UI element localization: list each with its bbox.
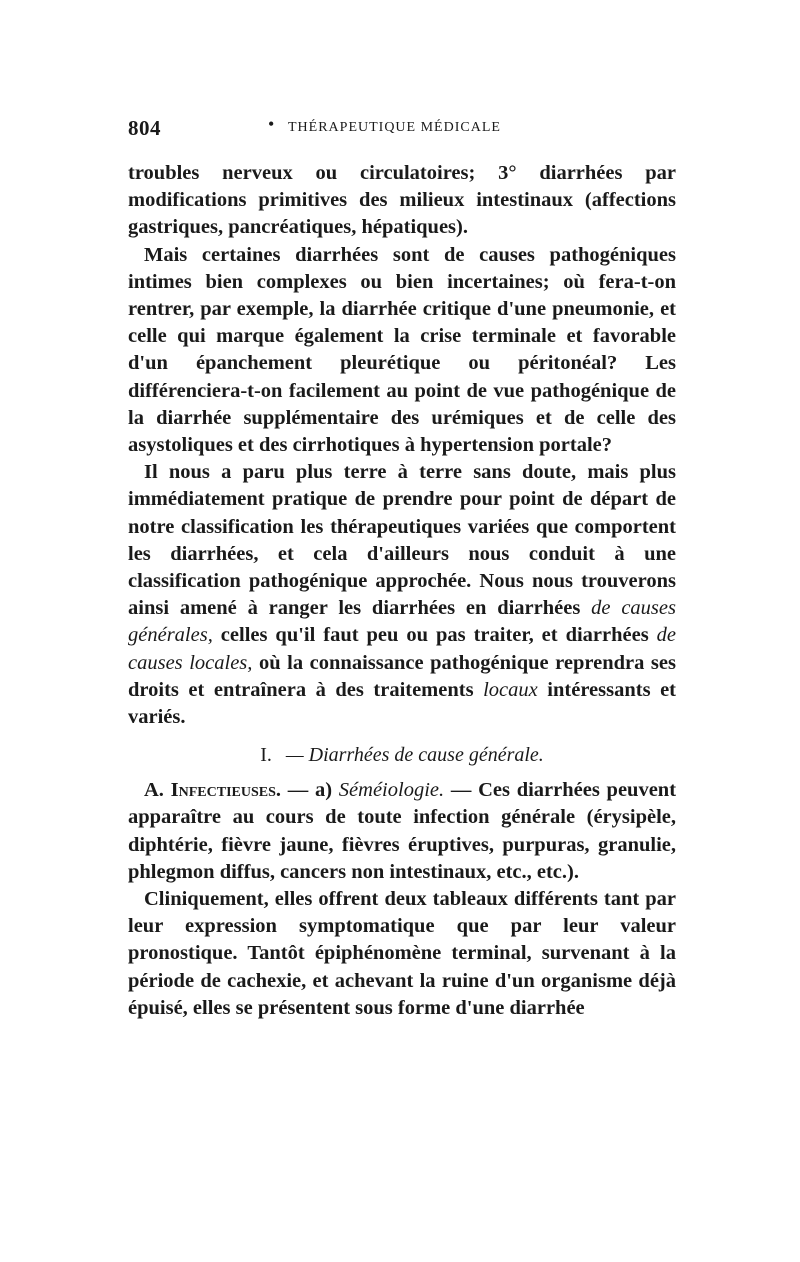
subsection-text: — Ces diarrhées peuvent apparaître au cours de toute infection générale (érysipèle, diphtérie, fièvre jaune, fièvres éruptives, purpuras, granulie, phlegmon diffus, cancers non intestinaux, etc., etc.). — [128, 779, 677, 883]
paragraph-1: troubles nerveux ou circulatoires; 3° diarrhées par modifications primitives des milieux intestinaux (affections gastriques, pancréatiques, hépatiques). — [128, 162, 676, 239]
subsection-label: A. Infectieuses. — [144, 779, 282, 802]
header-mark: • — [268, 114, 275, 134]
paragraph-5: Cliniquement, elles offrent deux tableaux différents tant par leur expression symptomatique que par leur valeur pronostique. Tantôt épiphénomène terminal, survenant à la période de cachexie, et achevant la ruine d'un organisme déjà épuisé, elles se présentent sous forme d'une diarrhée — [128, 888, 676, 1019]
section-heading — [128, 741, 676, 769]
italic-causes-generales: de causes générales, — [128, 597, 676, 647]
italic-locaux: locaux — [483, 678, 538, 701]
subsection-dash: — a) — [287, 779, 333, 802]
subsection-topic: Séméiologie. — [338, 779, 445, 802]
section-title: — Diarrhées de cause générale. — [285, 744, 544, 767]
page-number: 804 — [128, 116, 161, 140]
paragraph-3-part-c: où la connaissance pathogénique reprendra ses droits et entraînera à des traitements — [128, 651, 676, 701]
paragraph-3-part-a: Il nous a paru plus terre à terre sans doute, mais plus immédiatement pratique de prendre pour point de départ de notre classification les thérapeutiques variées que comportent les diarrhées, et cela d'ailleurs nous conduit à une classification pathogénique approchée. Nous nous trouverons ainsi amené à ranger les diarrhées en diarrhées — [128, 461, 676, 620]
paragraph-3 — [128, 459, 676, 731]
paragraph-2: Mais certaines diarrhées sont de causes pathogéniques intimes bien complexes ou bien incertaines; où fera-t-on rentrer, par exemple, la diarrhée critique d'une pneumonie, et celle qui marque également la crise terminale et favorable d'un épanchement pleurétique ou péritonéal? Les différenciera-t-on facilement au point de vue pathogénique de la diarrhée supplémentaire des urémiques et de celle des asystoliques et des cirrhotiques à hypertension portale? — [128, 243, 676, 457]
section-number: I. — [260, 744, 272, 767]
book-page — [128, 116, 676, 1022]
paragraph-4 — [128, 777, 676, 886]
paragraph-3-part-b: celles qu'il faut peu ou pas traiter, et diarrhées — [220, 624, 649, 647]
italic-causes-locales: de causes locales, — [128, 624, 677, 674]
paragraph-3-part-d: intéressants et variés. — [128, 678, 677, 729]
running-title: THÉRAPEUTIQUE MÉDICALE — [288, 120, 501, 135]
body-text — [128, 160, 676, 1022]
page-header — [128, 116, 676, 142]
